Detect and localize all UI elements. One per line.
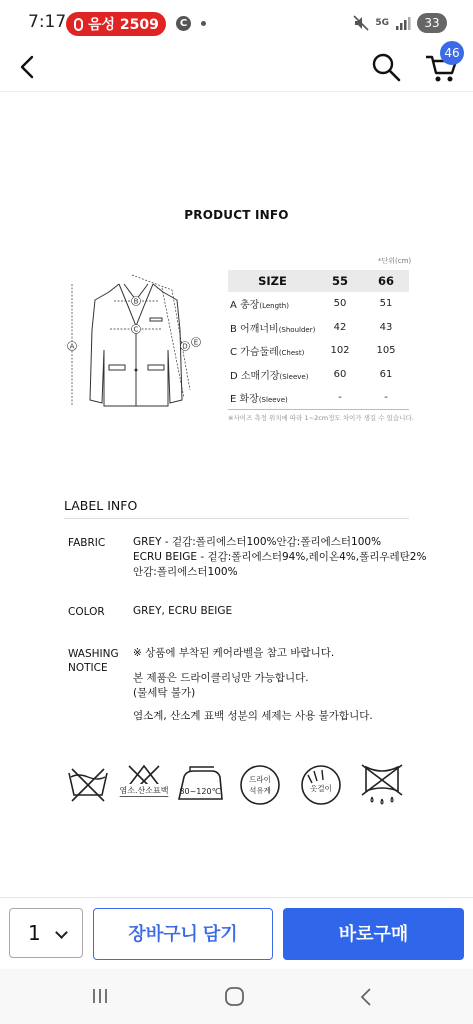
fabric-line: ECRU BEIGE - 겉감:폴리에스터94%,레이온4%,폴리우레탄2% bbox=[133, 551, 427, 563]
status-time: 7:17 bbox=[28, 12, 67, 32]
home-icon[interactable] bbox=[223, 986, 247, 1008]
back-arrow-icon[interactable] bbox=[14, 52, 44, 82]
no-bleach-icon bbox=[117, 763, 171, 807]
fabric-line: 안감:폴리에스터100% bbox=[133, 566, 238, 578]
label-info-title: LABEL INFO bbox=[64, 498, 138, 513]
cell-value: 51 bbox=[379, 298, 393, 310]
fabric-text bbox=[133, 535, 433, 580]
cell-value: 61 bbox=[379, 368, 393, 380]
chevron-down-icon bbox=[55, 926, 68, 939]
row-label: D 소매기장(Sleeve) bbox=[230, 370, 309, 382]
cell-value: - bbox=[363, 386, 409, 410]
quantity-value: 1 bbox=[28, 921, 41, 945]
washing-label bbox=[68, 647, 119, 675]
cell-value: - bbox=[317, 386, 363, 410]
row-label: B 어깨너비(Shoulder) bbox=[230, 323, 316, 335]
hanger-dry-icon bbox=[298, 763, 344, 807]
system-nav-bar bbox=[0, 969, 473, 1024]
cart-count-badge: 46 bbox=[440, 41, 464, 65]
c-app-icon: C bbox=[176, 16, 191, 31]
mute-icon bbox=[353, 15, 369, 31]
product-info-title: PRODUCT INFO bbox=[184, 208, 289, 222]
search-icon[interactable] bbox=[370, 51, 402, 83]
unit-note: *단위(cm) bbox=[378, 257, 412, 265]
table-row bbox=[228, 363, 409, 387]
recording-label: 음성 2509 bbox=[88, 17, 159, 33]
color-value: GREY, ECRU BEIGE bbox=[133, 605, 233, 617]
row-label: E 화장(Sleeve) bbox=[228, 386, 317, 410]
cell-value: 42 bbox=[333, 321, 347, 333]
status-bar bbox=[0, 0, 473, 48]
microphone-icon bbox=[74, 18, 83, 31]
status-icons bbox=[353, 13, 447, 33]
diagram-label-d: D bbox=[182, 342, 188, 351]
dry-text-1: 드라이 bbox=[249, 775, 271, 784]
table-row bbox=[228, 316, 409, 340]
app-header bbox=[0, 48, 473, 92]
recording-indicator[interactable] bbox=[66, 12, 166, 36]
signal-icon bbox=[395, 15, 411, 31]
divider bbox=[64, 518, 409, 519]
buy-now-button[interactable]: 바로구매 bbox=[283, 908, 464, 960]
cell-value: 102 bbox=[330, 345, 350, 357]
fabric-label: FABRIC bbox=[68, 537, 106, 549]
diagram-label-b: B bbox=[133, 297, 139, 306]
jacket-diagram bbox=[62, 270, 212, 420]
table-row bbox=[228, 292, 409, 316]
table-row bbox=[228, 386, 409, 410]
washing-label-line: NOTICE bbox=[68, 662, 108, 674]
size-note: ※사이즈 측정 위치에 따라 1~2cm정도 차이가 생길 수 있습니다. bbox=[228, 414, 414, 422]
recent-apps-icon[interactable] bbox=[88, 986, 112, 1006]
network-label: 5G bbox=[375, 18, 389, 28]
size-table bbox=[228, 270, 409, 410]
quantity-select[interactable] bbox=[9, 908, 83, 958]
washing-line: (물세탁 불가) bbox=[133, 687, 196, 699]
size-66-header: 66 bbox=[363, 270, 409, 292]
size-55-header: 55 bbox=[317, 270, 363, 292]
diagram-label-a: A bbox=[69, 342, 75, 351]
dry-text-2: 석유계 bbox=[249, 786, 271, 795]
fabric-line: GREY - 겉감:폴리에스터100%안감:폴리에스터100% bbox=[133, 536, 382, 548]
size-header: SIZE bbox=[228, 270, 317, 292]
dry-clean-icon bbox=[238, 763, 282, 807]
diagram-label-e: E bbox=[193, 338, 199, 347]
notification-dot-icon bbox=[201, 21, 206, 26]
washing-label-line: WASHING bbox=[68, 648, 119, 660]
color-label: COLOR bbox=[68, 606, 105, 618]
washing-line: ※ 상품에 부착된 케어라벨을 참고 바랍니다. bbox=[133, 647, 335, 659]
iron-text: 80~120℃ bbox=[179, 787, 221, 796]
diagram-label-c: C bbox=[133, 325, 139, 334]
washing-line: 염소계, 산소계 표백 성분의 세제는 사용 불가합니다. bbox=[133, 710, 373, 722]
cell-value: 43 bbox=[379, 321, 393, 333]
row-label: A 총장(Length) bbox=[230, 300, 289, 312]
add-to-cart-button[interactable]: 장바구니 담기 bbox=[93, 908, 273, 960]
iron-icon bbox=[176, 763, 224, 807]
washing-line: 본 제품은 드라이클리닝만 가능합니다. bbox=[133, 672, 309, 684]
cell-value: 60 bbox=[333, 368, 347, 380]
washing-text bbox=[133, 646, 433, 724]
cell-value: 50 bbox=[333, 298, 347, 310]
hang-text: 옷걸이 bbox=[310, 784, 332, 793]
battery-indicator: 33 bbox=[417, 13, 447, 33]
table-row bbox=[228, 339, 409, 363]
no-wash-icon bbox=[66, 763, 110, 807]
nav-back-icon[interactable] bbox=[356, 986, 376, 1008]
bleach-text: 염소.산소표백 bbox=[119, 786, 169, 795]
no-tumble-dry-icon bbox=[358, 763, 406, 807]
row-label: C 가슴둘레(Chest) bbox=[230, 347, 305, 359]
size-table-header bbox=[228, 270, 409, 292]
purchase-bar bbox=[0, 897, 473, 969]
cell-value: 105 bbox=[376, 345, 396, 357]
